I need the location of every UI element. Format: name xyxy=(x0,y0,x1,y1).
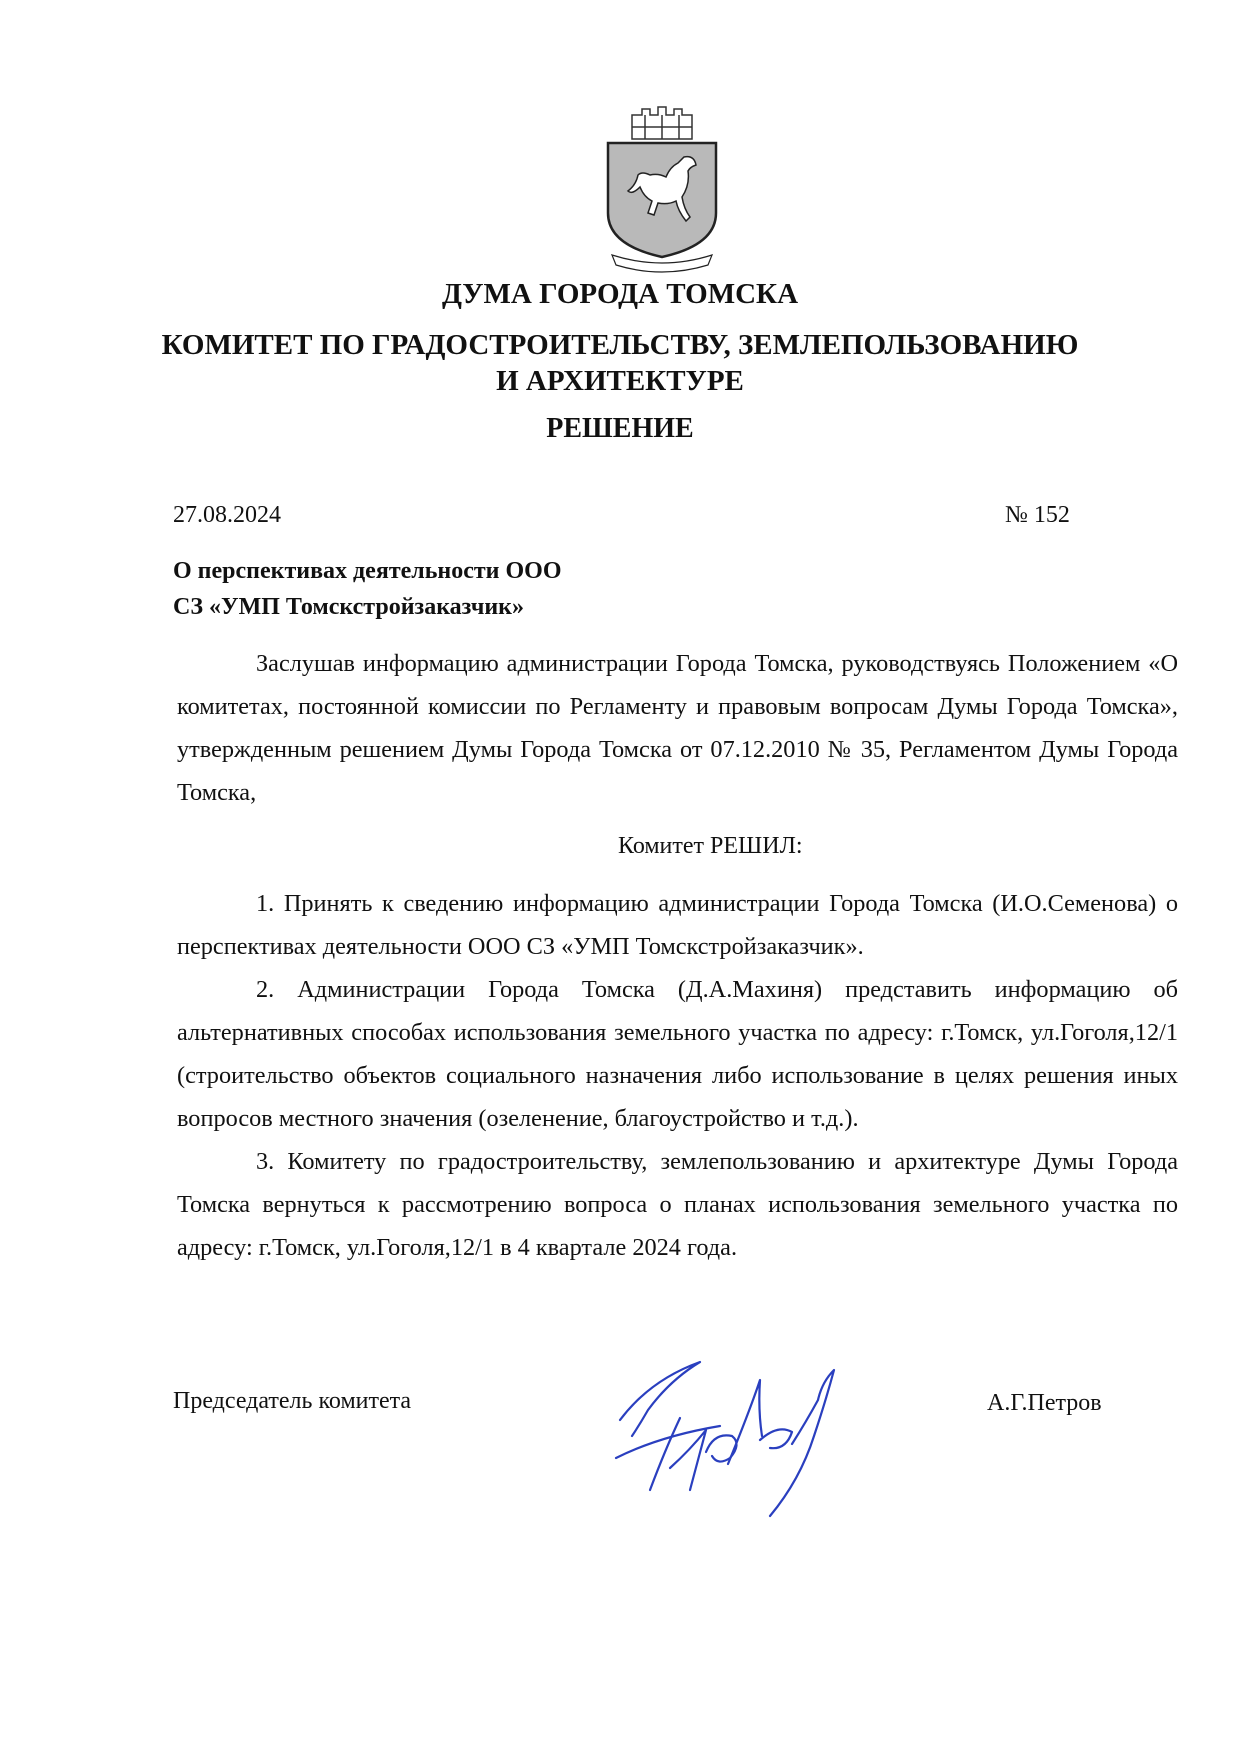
document-date: 27.08.2024 xyxy=(173,502,281,528)
decision-heading: Комитет РЕШИЛ: xyxy=(618,833,803,859)
coat-of-arms-icon xyxy=(598,105,726,277)
handwritten-signature-icon xyxy=(610,1340,860,1530)
document-subject xyxy=(173,553,562,625)
subject-line2: СЗ «УМП Томскстройзаказчик» xyxy=(173,594,525,620)
organization-name: ДУМА ГОРОДА ТОМСКА xyxy=(441,278,799,310)
committee-name-line2: И АРХИТЕКТУРЕ xyxy=(496,365,744,397)
committee-name-line1: КОМИТЕТ ПО ГРАДОСТРОИТЕЛЬСТВУ, ЗЕМЛЕПОЛЬЗОВАНИЮ xyxy=(161,329,1079,361)
committee-name xyxy=(0,327,1240,399)
signatory-title: Председатель комитета xyxy=(173,1388,412,1414)
document-type: РЕШЕНИЕ xyxy=(546,413,694,444)
document-number: № 152 xyxy=(1005,502,1070,528)
intro-paragraph: Заслушав информацию администрации Города Томска, руководствуясь Положением «О комитетах, постоянной комиссии по Регламенту и правовым вопросам Думы Города Томска», утвержденным решением Думы Города Томска от 07.12.2010 № 35, Регламентом Думы Города Томска, xyxy=(177,650,1178,806)
decision-item-3: 3. Комитету по градостроительству, землепользованию и архитектуре Думы Города Томска вернуться к рассмотрению вопроса о планах использования земельного участка по адресу: г.Томск, ул.Гоголя,12/1 в 4 квартале 2024 года. xyxy=(177,1148,1178,1261)
subject-line1: О перспективах деятельности ООО xyxy=(173,558,562,584)
decision-item-2: 2. Администрации Города Томска (Д.А.Махиня) представить информацию об альтернативных способах использования земельного участка по адресу: г.Томск, ул.Гоголя,12/1 (строительство объектов социального назначения либо использование в целях решения иных вопросов местного значения (озеленение, благоустройство и т.д.). xyxy=(177,976,1178,1132)
signatory-name: А.Г.Петров xyxy=(987,1390,1102,1416)
decision-item-1: 1. Принять к сведению информацию администрации Города Томска (И.О.Семенова) о перспективах деятельности ООО СЗ «УМП Томскстройзаказчик». xyxy=(177,890,1178,960)
